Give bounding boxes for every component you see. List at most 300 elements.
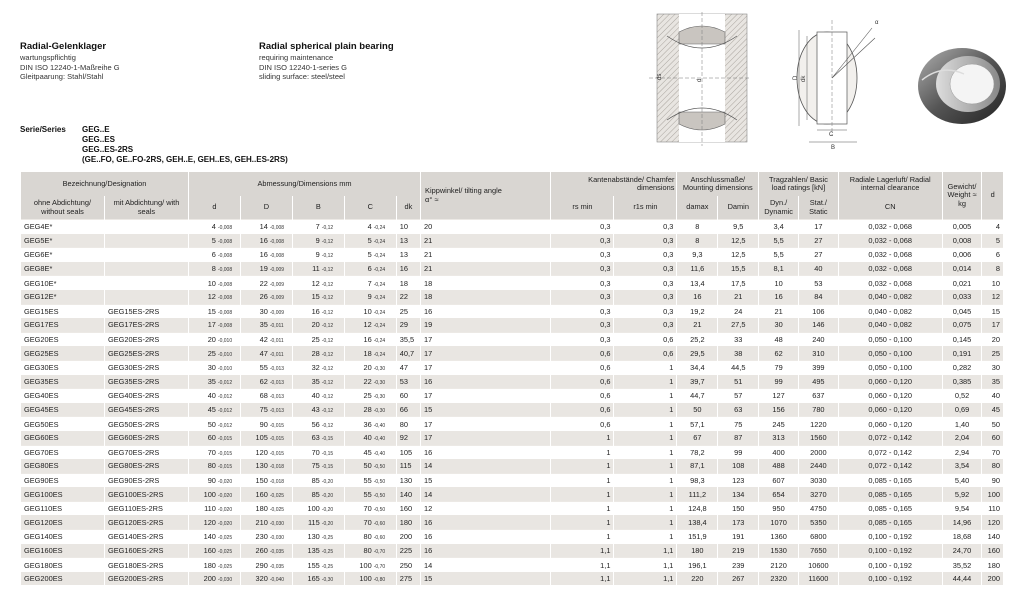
width-B-tolerance: -0,12 xyxy=(321,422,334,429)
load-dynamic: 950 xyxy=(772,504,785,514)
outer-D: 19 xyxy=(259,264,268,274)
width-B-tolerance: -0,20 xyxy=(321,478,334,485)
chamfer-r1s: 1 xyxy=(669,489,674,499)
chamfer-r1s: 1 xyxy=(669,433,674,443)
width-B-tolerance: -0,30 xyxy=(321,577,334,584)
load-dynamic: 1070 xyxy=(770,517,787,527)
outer-D: 62 xyxy=(259,376,268,386)
load-dynamic: 2320 xyxy=(770,574,787,584)
width-B: 43 xyxy=(311,405,320,415)
width-B-tolerance: -0,20 xyxy=(321,507,334,514)
designation-with-seals: GEG15ES-2RS xyxy=(107,306,160,316)
mounting-Da: 191 xyxy=(732,532,745,542)
width-B-tolerance: -0,25 xyxy=(321,535,334,542)
bore-d-tolerance: -0,020 xyxy=(217,478,233,485)
table-row xyxy=(21,403,1004,417)
bore-d-tolerance: -0,030 xyxy=(217,577,233,584)
tilting-angle: 21 xyxy=(424,235,433,245)
d-repeat: 6 xyxy=(995,250,1000,260)
chamfer-rs: 0,3 xyxy=(600,264,611,274)
ball-dk: 13 xyxy=(399,235,408,245)
designation-with-seals: GEG35ES-2RS xyxy=(107,376,160,386)
table-row xyxy=(21,544,1004,558)
width-C: 20 xyxy=(363,363,372,373)
chamfer-rs: 0,6 xyxy=(600,376,611,386)
tilting-angle: 17 xyxy=(424,433,433,443)
chamfer-r1s: 0,3 xyxy=(663,292,674,302)
width-B-tolerance: -0,15 xyxy=(321,464,334,471)
designation-with-seals: GEG17ES-2RS xyxy=(107,320,160,330)
load-static: 2000 xyxy=(810,447,827,457)
tilting-angle: 21 xyxy=(424,264,433,274)
outer-D-tolerance: -0,035 xyxy=(269,548,285,555)
d-repeat: 110 xyxy=(988,504,1000,514)
title-english: Radial spherical plain bearing xyxy=(259,41,394,52)
designation-with-seals: GEG80ES-2RS xyxy=(107,461,160,471)
width-B: 40 xyxy=(311,391,320,401)
load-static: 53 xyxy=(814,278,823,288)
outer-D: 320 xyxy=(255,574,268,584)
width-C-tolerance: -0,24 xyxy=(373,225,386,232)
mounting-da: 50 xyxy=(693,405,702,415)
outer-D: 180 xyxy=(255,504,268,514)
weight: 0,69 xyxy=(954,405,970,415)
chamfer-rs: 0,3 xyxy=(600,320,611,330)
tilting-angle: 17 xyxy=(424,363,433,373)
chamfer-rs: 0,3 xyxy=(600,235,611,245)
clearance-cn: 0,072 - 0,142 xyxy=(868,447,912,457)
bore-d: 17 xyxy=(207,320,216,330)
table-row xyxy=(21,290,1004,304)
tilting-angle: 18 xyxy=(424,278,433,288)
subtitle-line: DIN ISO 12240-1-Maßreihe G xyxy=(20,62,120,72)
bore-d-tolerance: -0,012 xyxy=(217,394,233,401)
weight: 0,282 xyxy=(952,363,972,373)
load-dynamic: 607 xyxy=(772,475,785,485)
bore-d: 120 xyxy=(203,517,216,527)
outer-D: 30 xyxy=(259,306,268,316)
width-B: 56 xyxy=(311,419,320,429)
width-B: 20 xyxy=(311,320,320,330)
load-static: 3030 xyxy=(810,475,827,485)
bore-d: 45 xyxy=(207,405,216,415)
load-static: 11600 xyxy=(808,574,829,584)
chamfer-rs: 0,3 xyxy=(600,278,611,288)
width-C-tolerance: -0,24 xyxy=(373,338,386,345)
d-repeat: 140 xyxy=(987,532,1000,542)
load-static: 637 xyxy=(812,391,825,401)
mounting-da: 87,1 xyxy=(690,461,705,471)
chamfer-rs: 1 xyxy=(606,461,611,471)
mounting-da: 111,2 xyxy=(688,489,707,499)
d-repeat: 160 xyxy=(987,545,1000,555)
weight: 0,075 xyxy=(952,320,972,330)
width-B: 16 xyxy=(311,306,320,316)
table-row xyxy=(21,487,1004,501)
table-row xyxy=(21,431,1004,445)
chamfer-r1s: 1 xyxy=(669,419,674,429)
d-repeat: 12 xyxy=(991,292,1000,302)
table-row xyxy=(21,375,1004,389)
col-d-last: d xyxy=(982,172,1003,220)
bore-d-tolerance: -0,025 xyxy=(217,535,233,542)
d-repeat: 5 xyxy=(995,235,1000,245)
bore-d: 60 xyxy=(207,433,216,443)
weight: 2,04 xyxy=(954,433,970,443)
ball-dk: 105 xyxy=(399,447,413,457)
bore-d-tolerance: -0,025 xyxy=(217,563,233,570)
mounting-da: 151,9 xyxy=(688,532,707,542)
d-repeat: 180 xyxy=(987,560,1000,570)
width-C-tolerance: -0,40 xyxy=(373,436,386,443)
d-repeat: 200 xyxy=(987,574,1000,584)
designation-without-seals: GEG90ES xyxy=(24,475,59,485)
width-C-tolerance: -0,24 xyxy=(373,253,386,260)
load-dynamic: 21 xyxy=(774,306,783,316)
load-static: 495 xyxy=(812,376,825,386)
bore-d: 70 xyxy=(207,447,216,457)
mounting-da: 220 xyxy=(691,574,704,584)
chamfer-r1s: 1 xyxy=(669,517,674,527)
width-C-tolerance: -0,50 xyxy=(373,478,386,485)
designation-with-seals: GEG30ES-2RS xyxy=(107,363,160,373)
chamfer-rs: 0,6 xyxy=(600,348,611,358)
chamfer-r1s: 1 xyxy=(669,504,674,514)
outer-D-tolerance: -0,008 xyxy=(269,238,285,245)
width-B-tolerance: -0,12 xyxy=(321,253,334,260)
designation-without-seals: GEG80ES xyxy=(24,461,59,471)
tilting-angle: 19 xyxy=(424,320,433,330)
load-static: 399 xyxy=(812,363,825,373)
designation-without-seals: GEG6E* xyxy=(24,250,53,260)
weight: 0,005 xyxy=(952,222,972,232)
load-dynamic: 245 xyxy=(772,419,785,429)
width-C-tolerance: -0,70 xyxy=(373,563,386,570)
designation-with-seals: GEG20ES-2RS xyxy=(107,335,160,345)
outer-D: 290 xyxy=(255,560,268,570)
col-rs: rs min xyxy=(551,196,614,220)
chamfer-r1s: 1,1 xyxy=(663,545,674,555)
table-row xyxy=(21,445,1004,459)
col-cn: CN xyxy=(838,196,942,220)
load-dynamic: 48 xyxy=(774,335,783,345)
width-B: 135 xyxy=(307,545,320,555)
clearance-cn: 0,072 - 0,142 xyxy=(868,433,912,443)
table-row xyxy=(21,389,1004,403)
width-C: 22 xyxy=(363,376,372,386)
ball-dk: 47 xyxy=(399,363,408,373)
col-r1s: r1s min xyxy=(614,196,677,220)
mounting-da: 16 xyxy=(693,292,702,302)
weight: 24,70 xyxy=(952,545,972,555)
chamfer-rs: 1,1 xyxy=(600,560,611,570)
load-static: 1560 xyxy=(810,433,827,443)
ball-dk: 160 xyxy=(399,504,413,514)
col-designation: Bezeichnung/Designation xyxy=(21,172,189,196)
bore-d-tolerance: -0,010 xyxy=(217,338,233,345)
table-row xyxy=(21,332,1004,346)
ds-label: ds xyxy=(657,73,663,80)
width-C-tolerance: -0,60 xyxy=(373,535,386,542)
width-C: 6 xyxy=(367,264,372,274)
width-C-tolerance: -0,30 xyxy=(373,408,386,415)
d-repeat: 4 xyxy=(995,222,1000,232)
d-repeat: 120 xyxy=(987,517,1000,527)
ball-dk: 180 xyxy=(399,517,413,527)
width-C: 45 xyxy=(363,447,372,457)
col-chamfer: Kantenabstände/ Chamfer dimensions xyxy=(551,172,677,196)
col-clearance: Radiale Lagerluft/ Radial internal clearance xyxy=(838,172,942,196)
width-B-tolerance: -0,25 xyxy=(321,548,334,555)
col-stat: Stat./ Static xyxy=(798,196,838,220)
weight: 9,54 xyxy=(954,504,970,514)
table-row xyxy=(21,318,1004,332)
tilting-angle: 16 xyxy=(424,306,433,316)
width-C: 55 xyxy=(363,489,372,499)
width-B-tolerance: -0,12 xyxy=(321,379,334,386)
bore-d: 4 xyxy=(211,222,216,232)
clearance-cn: 0,040 - 0,082 xyxy=(868,320,912,330)
weight: 5,92 xyxy=(954,489,970,499)
designation-with-seals: GEG70ES-2RS xyxy=(107,447,160,457)
mounting-Da: 87 xyxy=(734,433,743,443)
chamfer-rs: 1 xyxy=(606,447,611,457)
D-label: D xyxy=(793,75,799,80)
tilting-angle: 17 xyxy=(424,348,433,358)
clearance-cn: 0,040 - 0,082 xyxy=(868,292,912,302)
subtitle-line: DIN ISO 12240-1-series G xyxy=(259,62,347,72)
subtitle-line: requiring maintenance xyxy=(259,53,334,62)
mounting-da: 19,2 xyxy=(690,306,705,316)
col-with-seals: mit Abdichtung/ with seals xyxy=(104,196,188,220)
mounting-da: 39,7 xyxy=(690,376,705,386)
clearance-cn: 0,050 - 0,100 xyxy=(868,348,912,358)
table-row xyxy=(21,304,1004,318)
designation-without-seals: GEG45ES xyxy=(24,405,59,415)
load-dynamic: 5,5 xyxy=(773,250,784,260)
clearance-cn: 0,100 - 0,192 xyxy=(868,574,912,584)
outer-D-tolerance: -0,009 xyxy=(269,267,285,274)
table-row xyxy=(21,558,1004,572)
weight: 1,40 xyxy=(954,419,970,429)
chamfer-r1s: 1 xyxy=(669,363,674,373)
load-static: 4750 xyxy=(810,504,827,514)
chamfer-r1s: 1 xyxy=(669,405,674,415)
col-Da: Damin xyxy=(718,196,759,220)
mounting-Da: 15,5 xyxy=(731,264,746,274)
width-B: 28 xyxy=(311,348,320,358)
mounting-da: 57,1 xyxy=(690,419,705,429)
outer-D-tolerance: -0,030 xyxy=(269,520,285,527)
bore-d: 110 xyxy=(204,504,216,514)
designation-without-seals: GEG200ES xyxy=(24,574,63,584)
width-C: 16 xyxy=(363,335,372,345)
outer-D-tolerance: -0,018 xyxy=(269,478,285,485)
weight: 2,94 xyxy=(954,447,970,457)
designation-with-seals: GEG60ES-2RS xyxy=(107,433,160,443)
outer-D: 160 xyxy=(255,489,268,499)
tilting-angle: 14 xyxy=(424,560,433,570)
tilting-angle: 14 xyxy=(424,461,433,471)
bore-d: 10 xyxy=(207,278,216,288)
designation-without-seals: GEG10E* xyxy=(24,278,57,288)
width-B-tolerance: -0,15 xyxy=(321,436,334,443)
width-B-tolerance: -0,12 xyxy=(321,366,334,373)
mounting-Da: 27,5 xyxy=(731,320,746,330)
outer-D: 16 xyxy=(259,235,268,245)
chamfer-rs: 1 xyxy=(606,475,611,485)
width-C: 36 xyxy=(363,419,372,429)
mounting-Da: 51 xyxy=(734,376,743,386)
table-row xyxy=(21,248,1004,262)
subtitle-line: Gleitpaarung: Stahl/Stahl xyxy=(20,72,104,82)
width-B: 9 xyxy=(315,250,320,260)
dk-label: dk xyxy=(801,75,807,82)
outer-D-tolerance: -0,013 xyxy=(269,408,285,415)
weight: 0,52 xyxy=(954,391,970,401)
bore-d: 30 xyxy=(207,363,216,373)
ball-dk: 130 xyxy=(399,475,413,485)
width-C: 40 xyxy=(363,433,372,443)
outer-D: 26 xyxy=(259,292,268,302)
load-static: 17 xyxy=(814,222,823,232)
load-static: 106 xyxy=(812,306,825,316)
d-repeat: 80 xyxy=(991,461,1000,471)
header-german xyxy=(20,41,120,82)
mounting-Da: 9,5 xyxy=(733,222,744,232)
d-repeat: 60 xyxy=(991,433,1000,443)
mounting-da: 8 xyxy=(695,235,700,245)
clearance-cn: 0,032 - 0,068 xyxy=(868,278,912,288)
weight: 35,52 xyxy=(952,560,972,570)
col-B: B xyxy=(292,196,344,220)
width-B: 7 xyxy=(315,222,320,232)
mounting-Da: 99 xyxy=(734,447,743,457)
bore-d: 180 xyxy=(203,560,216,570)
clearance-cn: 0,060 - 0,120 xyxy=(868,391,912,401)
table-row xyxy=(21,417,1004,431)
chamfer-r1s: 0,3 xyxy=(663,320,674,330)
bore-d-tolerance: -0,010 xyxy=(217,351,233,358)
load-static: 27 xyxy=(814,250,823,260)
ball-dk: 80 xyxy=(399,419,408,429)
col-tilting xyxy=(421,172,551,220)
outer-D-tolerance: -0,009 xyxy=(269,281,285,288)
chamfer-r1s: 1,1 xyxy=(663,574,674,584)
bore-d-tolerance: -0,015 xyxy=(217,450,233,457)
weight: 14,96 xyxy=(952,517,972,527)
outer-D: 105 xyxy=(255,433,268,443)
load-dynamic: 488 xyxy=(772,461,785,471)
load-static: 1220 xyxy=(810,419,827,429)
weight: 0,145 xyxy=(952,335,972,345)
designation-without-seals: GEG15ES xyxy=(24,306,59,316)
outer-D: 150 xyxy=(255,475,268,485)
clearance-cn: 0,050 - 0,100 xyxy=(868,363,912,373)
series-item: GEG..ES xyxy=(82,135,115,144)
width-B-tolerance: -0,25 xyxy=(321,563,334,570)
outer-D: 68 xyxy=(259,391,268,401)
d-repeat: 8 xyxy=(995,264,1000,274)
tilting-angle: 16 xyxy=(424,545,433,555)
outer-D: 130 xyxy=(255,461,268,471)
tilting-angle: 15 xyxy=(424,475,433,485)
width-C: 100 xyxy=(359,560,372,570)
width-C: 70 xyxy=(363,504,372,514)
load-dynamic: 16 xyxy=(774,292,783,302)
ball-dk: 200 xyxy=(399,532,413,542)
ball-dk: 13 xyxy=(399,250,408,260)
width-C: 18 xyxy=(363,348,372,358)
d-repeat: 90 xyxy=(991,475,1000,485)
designation-without-seals: GEG160ES xyxy=(24,545,63,555)
chamfer-r1s: 0,3 xyxy=(663,278,674,288)
title-german: Radial-Gelenklager xyxy=(20,41,107,52)
col-C: C xyxy=(344,196,396,220)
tilting-angle: 16 xyxy=(424,532,433,542)
bore-d: 25 xyxy=(207,348,216,358)
outer-D-tolerance: -0,008 xyxy=(269,225,285,232)
width-C-tolerance: -0,50 xyxy=(373,464,386,471)
weight: 18,68 xyxy=(952,532,972,542)
tilting-angle: 16 xyxy=(424,376,433,386)
bore-d-tolerance: -0,020 xyxy=(217,492,233,499)
d-repeat: 17 xyxy=(991,320,1000,330)
load-static: 27 xyxy=(814,235,823,245)
width-B: 70 xyxy=(311,447,320,457)
mounting-Da: 239 xyxy=(732,560,745,570)
tilting-angle: 14 xyxy=(424,489,433,499)
load-dynamic: 400 xyxy=(772,447,785,457)
d-repeat: 20 xyxy=(991,335,1000,345)
load-dynamic: 1530 xyxy=(770,545,787,555)
bore-d-tolerance: -0,010 xyxy=(217,366,233,373)
mounting-Da: 173 xyxy=(732,517,745,527)
mounting-Da: 123 xyxy=(732,475,745,485)
bore-d: 100 xyxy=(203,489,216,499)
weight: 44,44 xyxy=(952,574,972,584)
chamfer-rs: 0,6 xyxy=(600,419,611,429)
designation-without-seals: GEG70ES xyxy=(24,447,59,457)
series-label: Serie/Series xyxy=(20,125,66,134)
weight: 0,008 xyxy=(952,235,972,245)
outer-D-tolerance: -0,008 xyxy=(269,253,285,260)
width-C-tolerance: -0,30 xyxy=(373,394,386,401)
mounting-Da: 38 xyxy=(734,348,743,358)
d-label: d xyxy=(697,78,703,82)
width-B-tolerance: -0,12 xyxy=(321,309,334,316)
width-B-tolerance: -0,12 xyxy=(321,238,334,245)
col-d: d xyxy=(188,196,240,220)
col-dyn: Dyn./ Dynamic xyxy=(759,196,799,220)
mounting-Da: 21 xyxy=(734,292,743,302)
tilting-angle: 15 xyxy=(424,405,433,415)
mounting-Da: 57 xyxy=(734,391,743,401)
load-dynamic: 62 xyxy=(774,348,783,358)
chamfer-r1s: 0,3 xyxy=(663,306,674,316)
designation-with-seals: GEG50ES-2RS xyxy=(107,419,160,429)
width-C: 70 xyxy=(363,517,372,527)
mounting-Da: 150 xyxy=(732,504,745,514)
width-B: 25 xyxy=(311,335,320,345)
bore-d-tolerance: -0,008 xyxy=(217,281,233,288)
width-B-tolerance: -0,12 xyxy=(321,338,334,345)
clearance-cn: 0,085 - 0,165 xyxy=(868,489,912,499)
bore-d: 5 xyxy=(211,235,216,245)
clearance-cn: 0,085 - 0,165 xyxy=(868,475,912,485)
weight: 0,021 xyxy=(952,278,972,288)
outer-D: 210 xyxy=(255,517,268,527)
